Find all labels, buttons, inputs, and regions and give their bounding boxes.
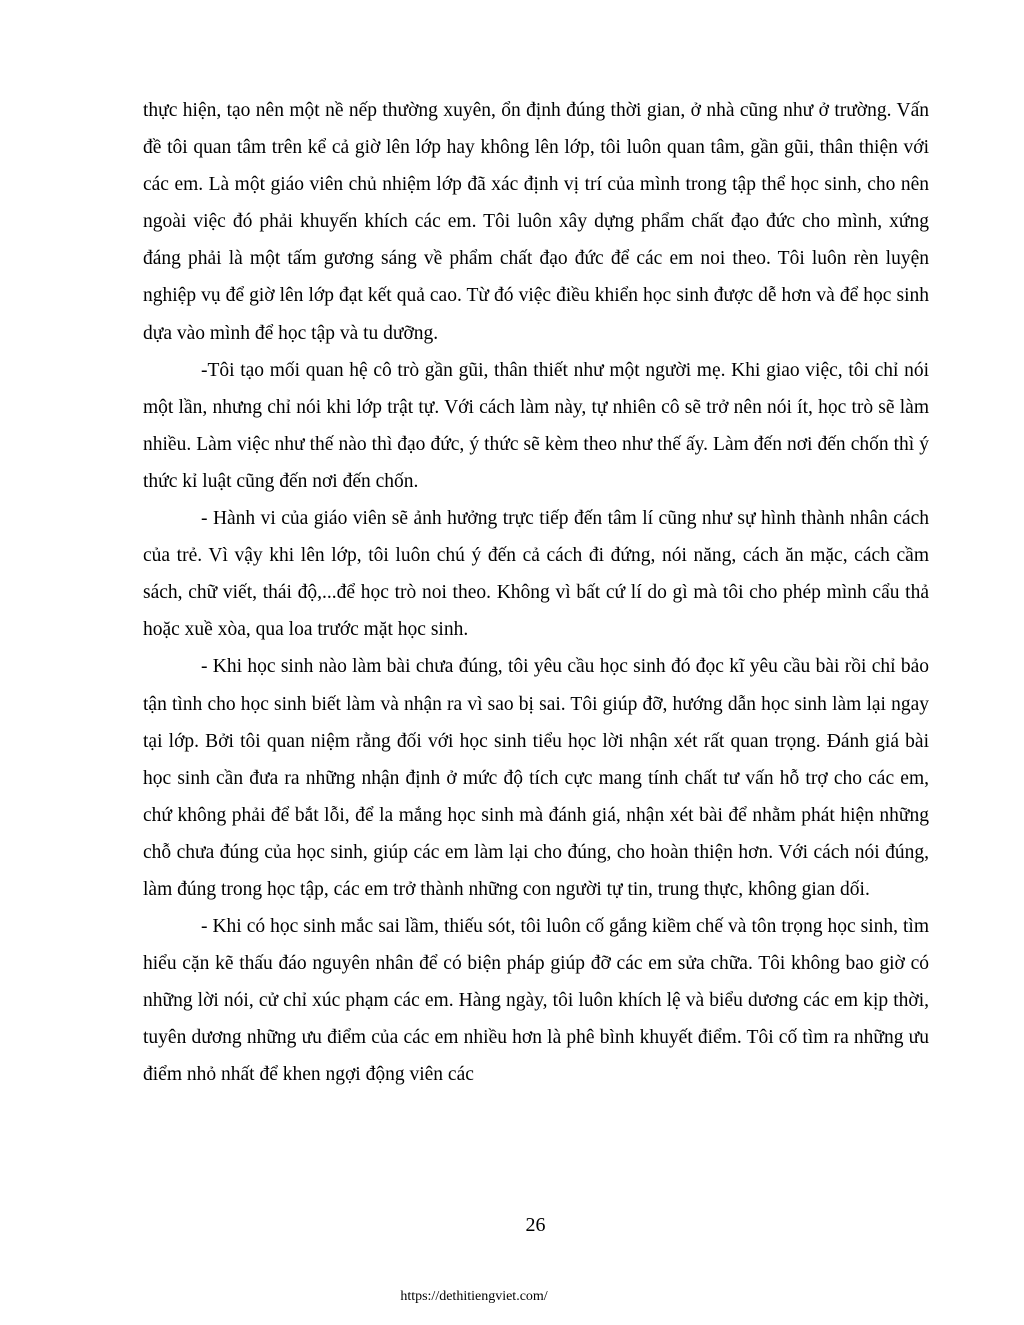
- paragraph-respect-and-praise: - Khi có học sinh mắc sai lầm, thiếu sót, tôi luôn cố gắng kiềm chế và tôn trọng học sinh, tìm hiểu cặn kẽ thấu đáo nguyên nhân để có biện pháp giúp đỡ các em sửa chữa. Tôi không bao giờ có những lời nói, cử chỉ xúc phạm các em. Hàng ngày, tôi luôn khích lệ và biểu dương các em kịp thời, tuyên dương những ưu điểm của các em nhiều hơn là phê bình khuyết điểm. Tôi cố tìm ra những ưu điểm nhỏ nhất để khen ngợi động viên các: [143, 916, 929, 1086]
- paragraph-correcting-mistakes: - Khi học sinh nào làm bài chưa đúng, tôi yêu cầu học sinh đó đọc kĩ yêu cầu bài rồi chỉ bảo tận tình cho học sinh biết làm và nhận ra vì sao bị sai. Tôi giúp đỡ, hướng dẫn học sinh làm lại ngay tại lớp. Bởi tôi quan niệm rằng đối với học sinh tiểu học lời nhận xét rất quan trọng. Đánh giá bài học sinh cần đưa ra những nhận định ở mức độ tích cực mang tính chất tư vấn hỗ trợ cho các em, chứ không phải để bắt lỗi, để la mắng học sinh mà đánh giá, nhận xét bài để nhằm phát hiện những chỗ chưa đúng của học sinh, giúp các em làm lại cho đúng, cho hoàn thiện hơn. Với cách nói đúng, làm đúng trong học tập, các em trở thành những con người tự tin, trung thực, không gian dối.: [143, 656, 929, 900]
- document-body: [143, 92, 929, 1094]
- page-number: 26: [525, 1214, 546, 1236]
- paragraph-teacher-student-relationship: -Tôi tạo mối quan hệ cô trò gần gũi, thân thiết như một người mẹ. Khi giao việc, tôi chỉ nói một lần, nhưng chỉ nói khi lớp trật tự. Với cách làm này, tự nhiên cô sẽ trở nên nói ít, học trò sẽ làm nhiều. Làm việc như thế nào thì đạo đức, ý thức sẽ kèm theo như thế ấy. Làm đến nơi đến chốn thì ý thức kỉ luật cũng đến nơi đến chốn.: [143, 359, 929, 492]
- paragraph-teacher-behavior: - Hành vi của giáo viên sẽ ảnh hưởng trực tiếp đến tâm lí cũng như sự hình thành nhân cách của trẻ. Vì vậy khi lên lớp, tôi luôn chú ý đến cả cách đi đứng, nói năng, cách ăn mặc, cách cầm sách, chữ viết, thái độ,...để học trò noi theo. Không vì bất cứ lí do gì mà tôi cho phép mình cẩu thả hoặc xuề xòa, qua loa trước mặt học sinh.: [143, 508, 929, 641]
- footer-url-link[interactable]: https://dethitiengviet.com/: [400, 1289, 548, 1304]
- paragraph-continuation: thực hiện, tạo nên một nề nếp thường xuyên, ổn định đúng thời gian, ở nhà cũng như ở trường. Vấn đề tôi quan tâm trên kể cả giờ lên lớp hay không lên lớp, tôi luôn quan tâm, gần gũi, thân thiện với các em. Là một giáo viên chủ nhiệm lớp đã xác định vị trí của mình trong tập thể học sinh, cho nên ngoài việc đó phải khuyến khích các em. Tôi luôn xây dựng phẩm chất đạo đức cho mình, xứng đáng phải là một tấm gương sáng về phẩm chất đạo đức để các em noi theo. Tôi luôn rèn luyện nghiệp vụ để giờ lên lớp đạt kết quả cao. Từ đó việc điều khiển học sinh được dễ hơn và để học sinh dựa vào mình để học tập và tu dưỡng.: [143, 100, 929, 344]
